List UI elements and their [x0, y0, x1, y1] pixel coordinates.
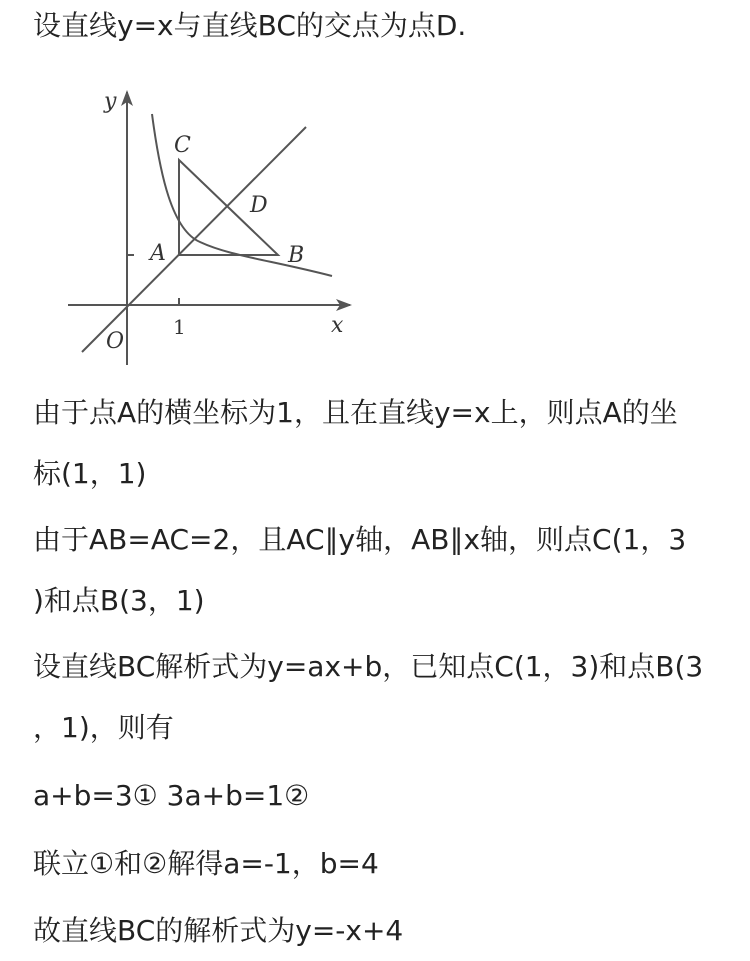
line-8: a+b=3① 3a+b=1② — [33, 779, 310, 812]
label-a: A — [150, 241, 166, 266]
label-x: x — [331, 313, 344, 338]
line-4: 由于AB=AC=2，且AC∥y轴，AB∥x轴，则点C(1，3 — [33, 523, 687, 556]
label-c: C — [174, 133, 191, 158]
line-3: 标(1，1) — [33, 457, 147, 490]
coordinate-figure — [60, 80, 370, 370]
line-7: ，1)，则有 — [33, 711, 174, 744]
line-10: 故直线BC的解析式为y=-x+4 — [33, 914, 404, 947]
label-tick-1: 1 — [173, 315, 186, 339]
line-9: 联立①和②解得a=-1，b=4 — [33, 847, 379, 880]
line-5: )和点B(3，1) — [33, 584, 205, 617]
label-b: B — [288, 243, 305, 268]
line-2: 由于点A的横坐标为1，且在直线y=x上，则点A的坐 — [33, 396, 678, 429]
label-d: D — [250, 193, 268, 218]
line-1: 设直线y=x与直线BC的交点为点D. — [33, 9, 467, 42]
label-origin: O — [106, 329, 125, 354]
label-y: y — [104, 89, 117, 114]
line-6: 设直线BC解析式为y=ax+b，已知点C(1，3)和点B(3 — [33, 650, 704, 683]
